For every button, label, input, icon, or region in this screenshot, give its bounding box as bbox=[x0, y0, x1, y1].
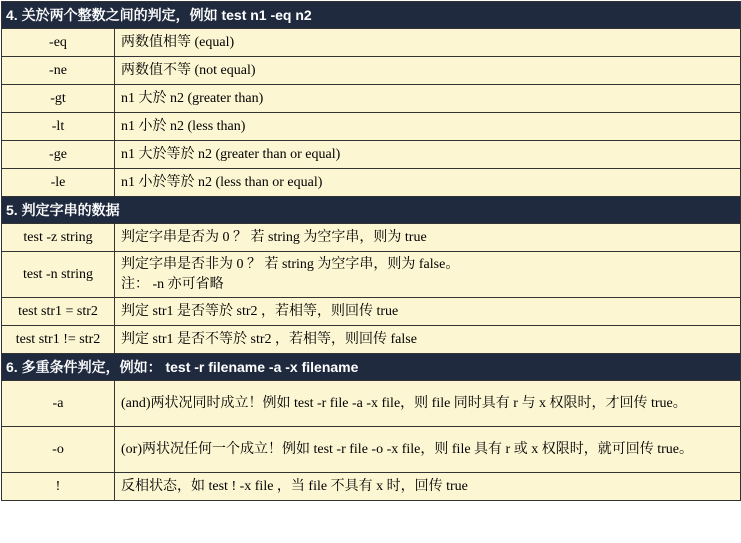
table-row bbox=[2, 298, 741, 326]
description-cell: 反相状态，如 test ! -x file ，当 file 不具有 x 时，回传 true bbox=[115, 473, 741, 501]
description-cell: 判定 str1 是否等於 str2 ，若相等，则回传 true bbox=[115, 298, 741, 326]
description-cell bbox=[115, 252, 741, 298]
description-cell: (or)两状况任何一个成立！例如 test -r file -o -x file，则 file 具有 r 或 x 权限时，就可回传 true。 bbox=[115, 427, 741, 473]
operator-cell: test str1 = str2 bbox=[2, 298, 115, 326]
section-header-integer bbox=[2, 2, 741, 29]
section-header-multiple bbox=[2, 354, 741, 381]
operator-cell: -eq bbox=[2, 29, 115, 57]
description-cell: 两数值不等 (not equal) bbox=[115, 57, 741, 85]
table-row bbox=[2, 224, 741, 252]
table-row bbox=[2, 473, 741, 501]
description-cell: n1 小於等於 n2 (less than or equal) bbox=[115, 169, 741, 197]
description-cell: n1 小於 n2 (less than) bbox=[115, 113, 741, 141]
table-row bbox=[2, 141, 741, 169]
description-text: 判定字串是否非为 0 ？ 若 string 为空字串，则为 false。 bbox=[121, 256, 460, 272]
description-cell: 判定 str1 是否不等於 str2 ，若相等，则回传 false bbox=[115, 326, 741, 354]
table-row bbox=[2, 169, 741, 197]
table-row bbox=[2, 113, 741, 141]
table-row bbox=[2, 326, 741, 354]
description-cell: 两数值相等 (equal) bbox=[115, 29, 741, 57]
test-operators-table bbox=[1, 1, 741, 501]
description-cell: n1 大於 n2 (greater than) bbox=[115, 85, 741, 113]
section-header-string bbox=[2, 197, 741, 224]
description-cell: (and)两状况同时成立！例如 test -r file -a -x file，则 file 同时具有 r 与 x 权限时，才回传 true。 bbox=[115, 381, 741, 427]
table-row bbox=[2, 85, 741, 113]
table-row bbox=[2, 252, 741, 298]
table-row bbox=[2, 29, 741, 57]
description-cell: n1 大於等於 n2 (greater than or equal) bbox=[115, 141, 741, 169]
description-note: 注： -n 亦可省略 bbox=[121, 276, 224, 292]
operator-cell: -gt bbox=[2, 85, 115, 113]
table-row bbox=[2, 381, 741, 427]
section-title: 5. 判定字串的数据 bbox=[2, 197, 741, 224]
operator-cell: -ne bbox=[2, 57, 115, 85]
operator-cell: ! bbox=[2, 473, 115, 501]
section-title: 4. 关於两个整数之间的判定，例如 test n1 -eq n2 bbox=[2, 2, 741, 29]
section-title: 6. 多重条件判定，例如： test -r filename -a -x filename bbox=[2, 354, 741, 381]
operator-cell: -a bbox=[2, 381, 115, 427]
operator-cell: test str1 != str2 bbox=[2, 326, 115, 354]
table-row bbox=[2, 57, 741, 85]
operator-cell: -o bbox=[2, 427, 115, 473]
operator-cell: -lt bbox=[2, 113, 115, 141]
table-row bbox=[2, 427, 741, 473]
operator-cell: -ge bbox=[2, 141, 115, 169]
operator-cell: -le bbox=[2, 169, 115, 197]
description-cell: 判定字串是否为 0 ？ 若 string 为空字串，则为 true bbox=[115, 224, 741, 252]
operator-cell: test -z string bbox=[2, 224, 115, 252]
operator-cell: test -n string bbox=[2, 252, 115, 298]
